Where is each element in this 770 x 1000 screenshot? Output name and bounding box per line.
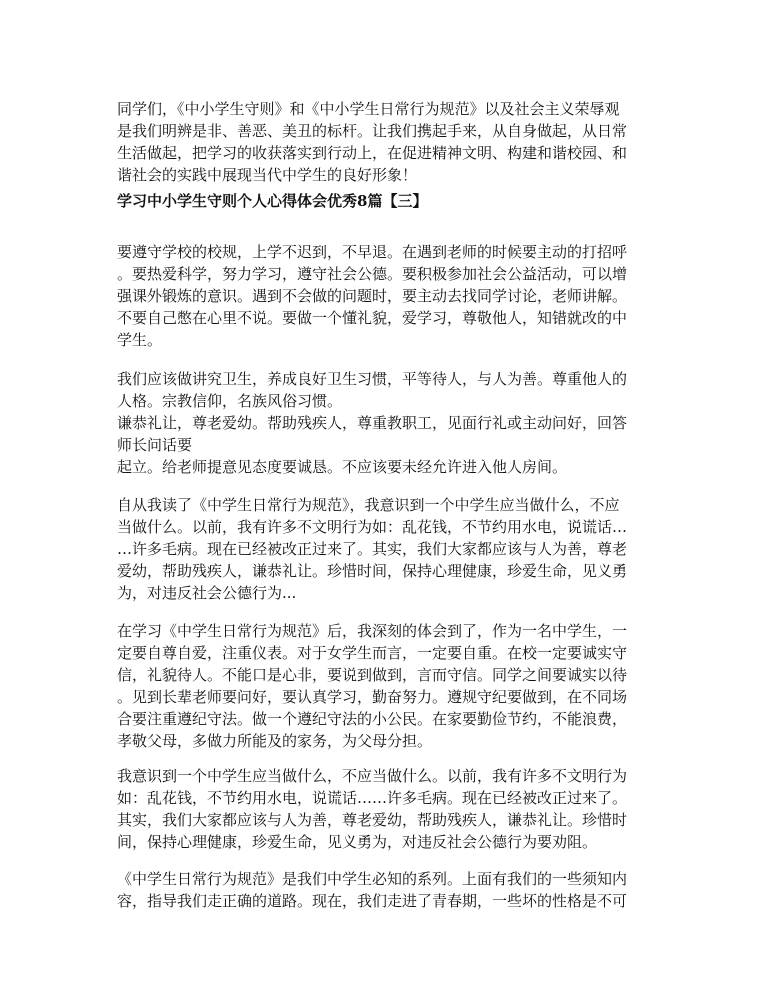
text-line: 。要热爱科学，努力学习，遵守社会公德。要积极参加社会公益活动，可以增 (117, 265, 628, 283)
text-line: 我意识到一个中学生应当做什么，不应当做什么。以前，我有许多不文明行为 (117, 767, 628, 785)
text-line: 学生。 (117, 331, 163, 349)
section-heading: 学习中小学生守则个人心得体会优秀8篇【三】 (117, 192, 428, 210)
paragraph-3 (117, 494, 657, 604)
text-line: 为，对违反社会公德行为... (117, 584, 297, 602)
text-line: 间，保持心理健康，珍爱生命，见义勇为，对违反社会公德行为要劝阻。 (117, 833, 598, 851)
text-line: 不要自己憋在心里不说。要做一个懂礼貌，爱学习，尊敬他人，知错就改的中 (117, 309, 628, 327)
text-line: 要遵守学校的校规，上学不迟到，不早退。在遇到老师的时候要主动的打招呼 (117, 243, 628, 261)
text-line: 孝敬父母，多做力所能及的家务，为父母分担。 (117, 732, 433, 750)
text-line: 强课外锻炼的意识。遇到不会做的问题时，要主动去找同学讨论，老师讲解。 (117, 287, 628, 305)
text-line: 合要注重遵纪守法。做一个遵纪守法的小公民。在家要勤俭节约，不能浪费， (117, 710, 628, 728)
text-line: 容，指导我们走正确的道路。现在，我们走进了青春期，一些坏的性格是不可 (117, 892, 628, 910)
text-line: 在学习《中学生日常行为规范》后，我深刻的体会到了，作为一名中学生，一 (117, 622, 628, 640)
text-line: 是我们明辨是非、善恶、美丑的标杆。让我们携起手来，从自身做起，从日常 (117, 122, 628, 140)
text-line: 如：乱花钱，不节约用水电，说谎话……许多毛病。现在已经被改正过来了。 (117, 789, 628, 807)
text-line: 人格。宗教信仰，名族风俗习惯。 (117, 392, 343, 410)
text-line: 谐社会的实践中展现当代中学生的良好形象！ (117, 166, 418, 184)
paragraph-intro (117, 98, 657, 186)
text-line: 自从我读了《中学生日常行为规范》，我意识到一个中学生应当做什么，不应 (117, 496, 620, 514)
text-line: 。见到长辈老师要问好，要认真学习，勤奋努力。遵规守纪要做到，在不同场 (117, 688, 628, 706)
text-line: 我们应该做讲究卫生，养成良好卫生习惯，平等待人，与人为善。尊重他人的 (117, 370, 628, 388)
paragraph-1 (117, 241, 657, 351)
text-line: 起立。给老师提意见态度要诚恳。不应该要未经允许进入他人房间。 (117, 458, 568, 476)
text-line: 同学们，《中小学生守则》和《中小学生日常行为规范》以及社会主义荣辱观 (117, 100, 620, 118)
paragraph-4 (117, 620, 657, 752)
paragraph-2 (117, 368, 657, 478)
text-line: 生活做起，把学习的收获落实到行动上，在促进精神文明、构建和谐校园、和 (117, 144, 628, 162)
text-line: 师长问话要 (117, 436, 193, 454)
text-line: 谦恭礼让，尊老爱幼。帮助残疾人，尊重教职工，见面行礼或主动问好，回答 (117, 414, 628, 432)
text-line: 定要自尊自爱，注重仪表。对于女学生而言，一定要自重。在校一定要诚实守 (117, 644, 628, 662)
text-line: 爱幼，帮助残疾人，谦恭礼让。珍惜时间，保持心理健康，珍爱生命，见义勇 (117, 562, 628, 580)
text-line: 信，礼貌待人。不能口是心非，要说到做到，言而守信。同学之间要诚实以待 (117, 666, 628, 684)
text-line: 当做什么。以前，我有许多不文明行为如：乱花钱，不节约用水电，说谎话… (117, 518, 628, 536)
text-line: 其实，我们大家都应该与人为善，尊老爱幼，帮助残疾人，谦恭礼让。珍惜时 (117, 811, 628, 829)
text-line: 《中学生日常行为规范》是我们中学生必知的系列。上面有我们的一些须知内 (117, 870, 628, 888)
text-line: …许多毛病。现在已经被改正过来了。其实，我们大家都应该与人为善，尊老 (117, 540, 628, 558)
paragraph-5 (117, 765, 657, 853)
paragraph-6 (117, 868, 657, 912)
